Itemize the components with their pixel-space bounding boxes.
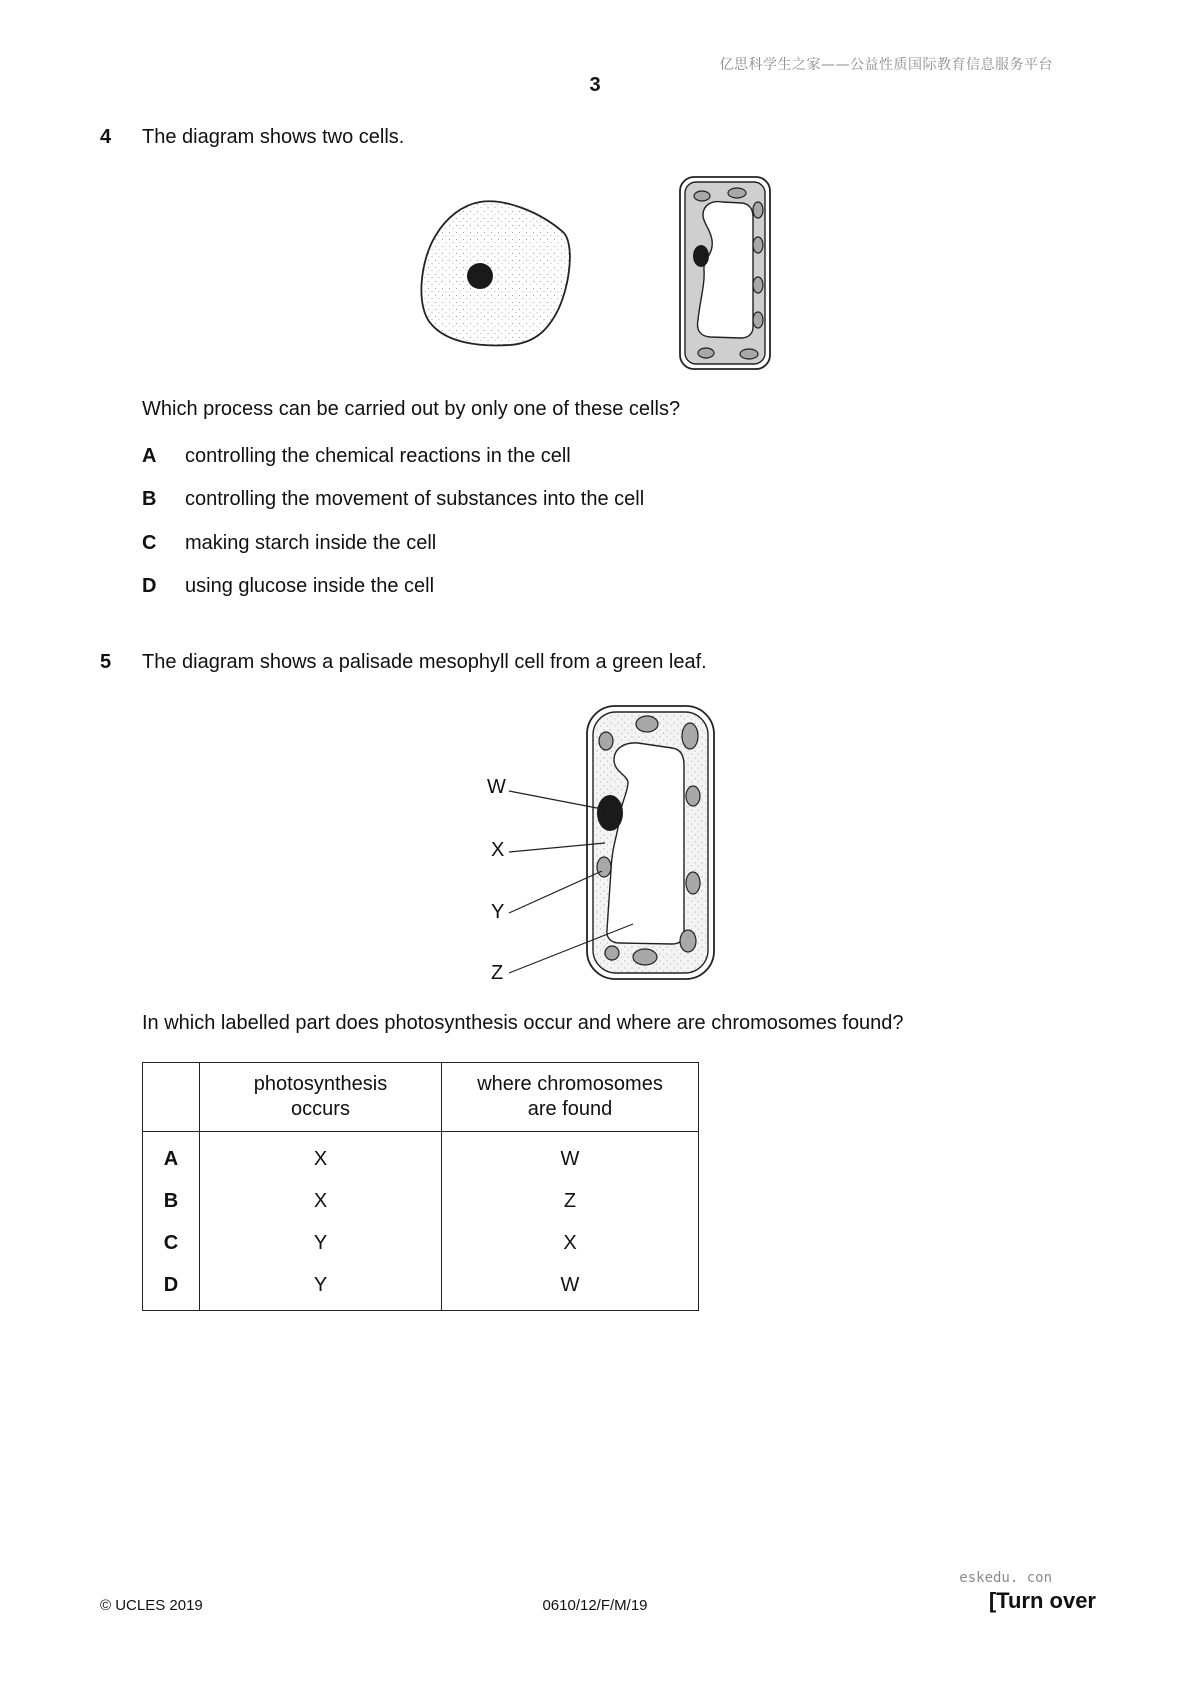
plant-cell <box>680 177 770 369</box>
label-z: Z <box>491 962 504 984</box>
row-a-letter: A <box>143 1132 200 1181</box>
row-a-photosynthesis: X <box>200 1132 442 1181</box>
row-a-chromosomes: W <box>442 1132 699 1181</box>
plant-cell-nucleus <box>693 245 709 267</box>
question-5-answer-table <box>142 1062 699 1311</box>
question-5-prompt: In which labelled part does photosynthesis occur and where are chromosomes found? <box>142 1012 904 1034</box>
footer-watermark: eskedu. con <box>959 1570 1052 1586</box>
header-watermark: 亿思科学生之家——公益性质国际教育信息服务平台 <box>719 57 1053 73</box>
row-d-letter: D <box>143 1264 200 1311</box>
q4-option-b-text: controlling the movement of substances into the cell <box>185 488 645 510</box>
row-c-chromosomes: X <box>442 1222 699 1264</box>
row-d-chromosomes: W <box>442 1264 699 1311</box>
q4-option-c-text: making starch inside the cell <box>185 532 437 554</box>
question-4-number: 4 <box>100 126 112 148</box>
question-4-prompt: Which process can be carried out by only one of these cells? <box>142 398 681 420</box>
footer-copyright: © UCLES 2019 <box>100 1597 203 1614</box>
q4-option-a-text: controlling the chemical reactions in the cell <box>185 445 571 467</box>
q4-option-d-text: using glucose inside the cell <box>185 575 435 597</box>
table-header-photosynthesis-line-1: photosynthesis <box>253 1073 388 1095</box>
table-header-chromosomes <box>442 1063 699 1132</box>
q4-option-c-letter: C <box>142 532 157 554</box>
table-row <box>143 1264 699 1311</box>
animal-cell-nucleus <box>467 263 493 289</box>
table-header-row <box>143 1063 699 1132</box>
table-row <box>143 1180 699 1222</box>
row-c-letter: C <box>143 1222 200 1264</box>
question-5-intro: The diagram shows a palisade mesophyll cell from a green leaf. <box>142 651 707 673</box>
row-d-photosynthesis: Y <box>200 1264 442 1311</box>
page-number: 3 <box>589 74 601 96</box>
q4-option-d-letter: D <box>142 575 157 597</box>
table-header-chromosomes-line-1: where chromosomes <box>477 1073 663 1095</box>
row-c-photosynthesis: Y <box>200 1222 442 1264</box>
table-header-blank <box>143 1063 200 1132</box>
turn-over-label: [Turn over <box>988 1588 1096 1613</box>
animal-cell <box>421 201 569 345</box>
question-4-intro: The diagram shows two cells. <box>142 126 405 148</box>
table-row <box>143 1132 699 1181</box>
row-b-letter: B <box>143 1180 200 1222</box>
q4-option-b-letter: B <box>142 488 157 510</box>
palisade-cell <box>509 706 714 979</box>
label-x: X <box>491 839 505 861</box>
table-header-chromosomes-line-2: are found <box>527 1098 613 1120</box>
question-5-number: 5 <box>100 651 112 673</box>
table-header-photosynthesis-line-2: occurs <box>291 1098 350 1120</box>
label-y: Y <box>491 901 505 923</box>
label-w: W <box>487 776 506 798</box>
palisade-nucleus <box>597 795 623 831</box>
q4-option-a-letter: A <box>142 445 157 467</box>
row-b-photosynthesis: X <box>200 1180 442 1222</box>
footer-code: 0610/12/F/M/19 <box>542 1597 648 1614</box>
row-b-chromosomes: Z <box>442 1180 699 1222</box>
table-row <box>143 1222 699 1264</box>
table-header-photosynthesis <box>200 1063 442 1132</box>
